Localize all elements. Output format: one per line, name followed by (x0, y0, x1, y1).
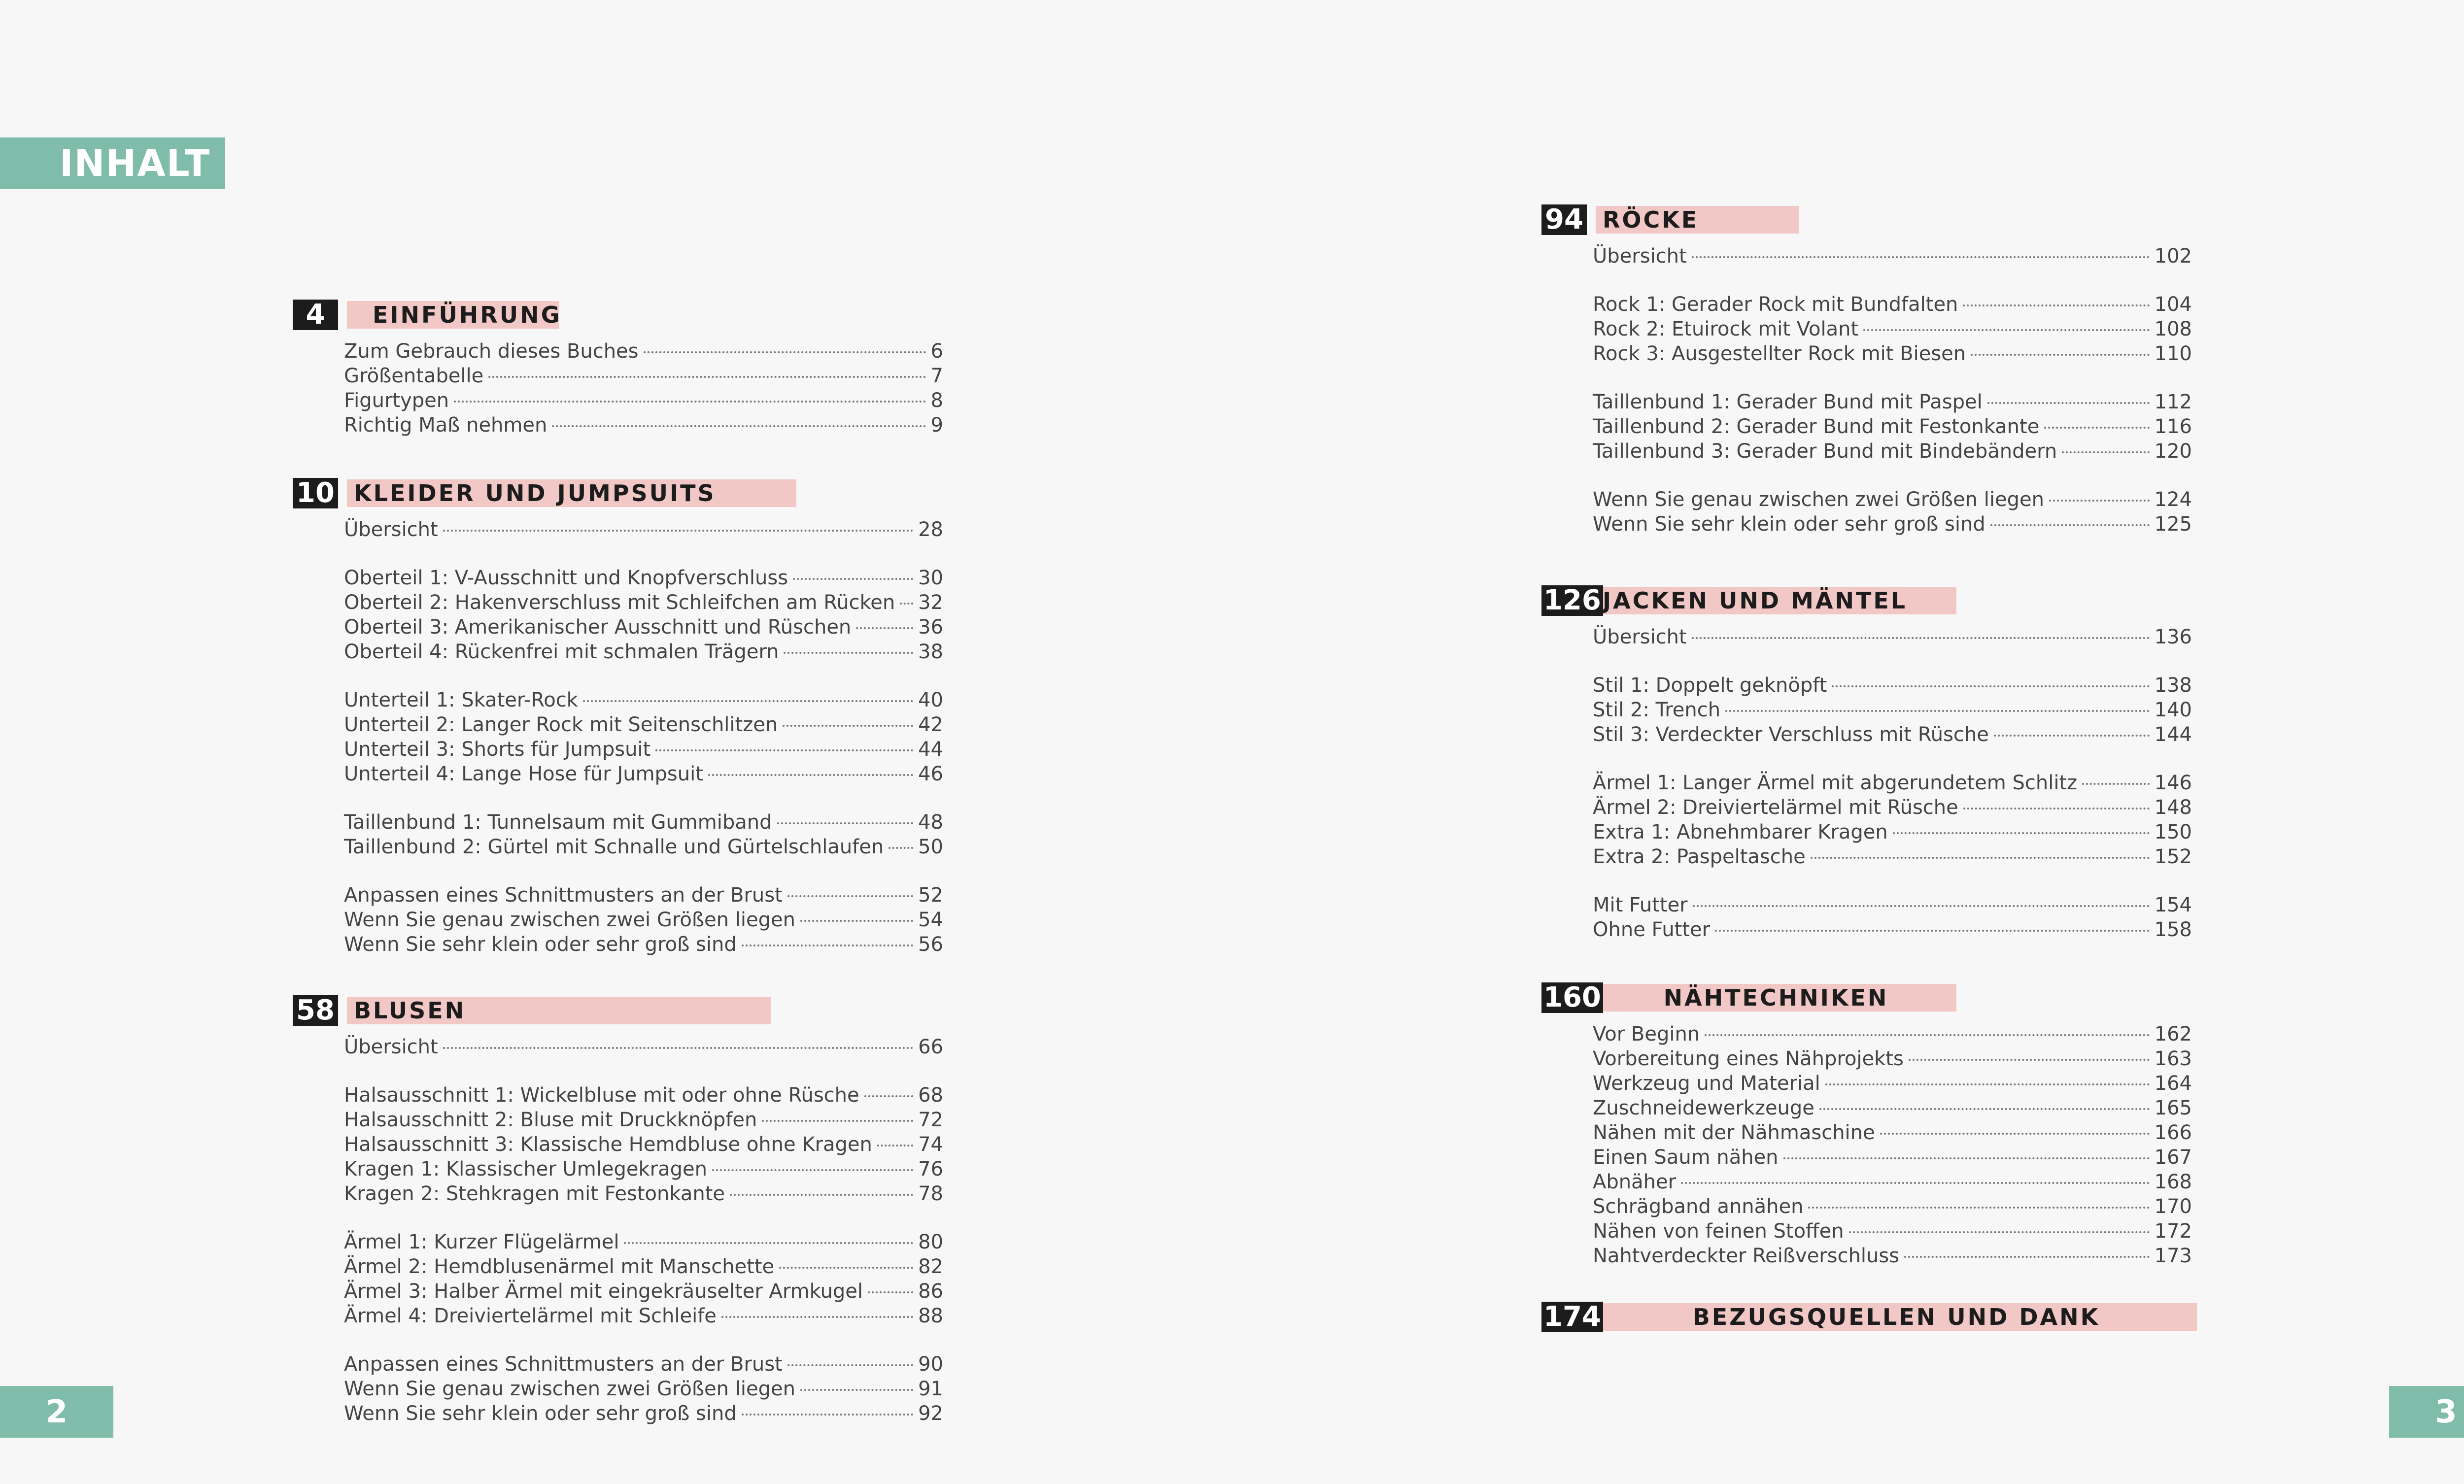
toc-entry[interactable] (344, 1401, 943, 1426)
dot-leader (712, 1169, 913, 1171)
entry-label: Taillenbund 1: Gerader Bund mit Paspel (1593, 391, 1983, 413)
section-page-number: 160 (1541, 982, 1603, 1013)
section-header (293, 995, 943, 1026)
entry-group (1541, 244, 2192, 269)
entry-page-number: 78 (918, 1182, 943, 1205)
dot-leader (1904, 1256, 2150, 1258)
entry-label: Figurtypen (344, 389, 449, 412)
entry-label: Zuschneidewerkzeuge (1593, 1097, 1814, 1119)
section-page-number: 10 (293, 478, 338, 508)
toc-entry[interactable] (1593, 1170, 2192, 1194)
toc-section (1541, 1302, 2197, 1332)
entry-label: Rock 2: Etuirock mit Volant (1593, 318, 1859, 340)
page-number-left: 2 (0, 1386, 113, 1438)
entry-label: Extra 2: Paspeltasche (1593, 845, 1806, 868)
entry-label: Oberteil 1: V-Ausschnitt und Knopfverschluss (344, 567, 788, 589)
entry-page-number: 150 (2154, 821, 2192, 843)
dot-leader (777, 822, 914, 824)
toc-entry[interactable] (344, 1304, 943, 1328)
entry-page-number: 108 (2154, 318, 2192, 340)
entry-page-number: 110 (2154, 342, 2192, 365)
toc-entry[interactable] (1593, 414, 2192, 439)
entry-page-number: 68 (918, 1084, 943, 1107)
entry-label: Anpassen eines Schnittmusters an der Brust (344, 884, 783, 907)
entry-label: Ärmel 4: Dreiviertelärmel mit Schleife (344, 1305, 717, 1327)
toc-entry[interactable] (1593, 487, 2192, 512)
entry-label: Rock 3: Ausgestellter Rock mit Biesen (1593, 342, 1966, 365)
toc-entry[interactable] (1593, 820, 2192, 844)
toc-entry[interactable] (1593, 844, 2192, 869)
entry-label: Ärmel 2: Dreiviertelärmel mit Rüsche (1593, 796, 1958, 819)
entry-label: Oberteil 2: Hakenverschluss mit Schleifchen am Rücken (344, 591, 895, 614)
entry-page-number: 86 (918, 1280, 943, 1303)
entry-group (293, 1230, 943, 1328)
toc-entry[interactable] (1593, 1120, 2192, 1145)
toc-entry[interactable] (1593, 917, 2192, 942)
entry-page-number: 167 (2154, 1146, 2192, 1169)
entry-group (293, 1352, 943, 1426)
entry-group (1541, 487, 2192, 537)
dot-leader (583, 700, 913, 702)
toc-entry[interactable] (344, 1377, 943, 1401)
entry-label: Ärmel 1: Kurzer Flügelärmel (344, 1231, 619, 1253)
entry-group (293, 1035, 943, 1059)
toc-entry[interactable] (1593, 317, 2192, 341)
dot-leader (488, 376, 925, 378)
section-header (1541, 585, 2192, 616)
entry-group (293, 810, 943, 859)
section-title: KLEIDER UND JUMPSUITS (354, 480, 716, 506)
toc-entry[interactable] (344, 1352, 943, 1377)
toc-entry[interactable] (344, 1083, 943, 1108)
dot-leader (1832, 685, 2149, 687)
dot-leader (1963, 808, 2150, 809)
toc-entry[interactable] (1593, 698, 2192, 722)
dot-leader (742, 1414, 913, 1416)
toc-entry[interactable] (1593, 1145, 2192, 1170)
entry-label: Größentabelle (344, 365, 484, 387)
toc-entry[interactable] (1593, 1219, 2192, 1244)
entry-page-number: 36 (918, 616, 943, 639)
entry-page-number: 138 (2154, 674, 2192, 697)
entry-label: Richtig Maß nehmen (344, 414, 548, 437)
toc-entry[interactable] (1593, 673, 2192, 698)
section-header (1541, 982, 2192, 1013)
entry-label: Schrägband annähen (1593, 1195, 1804, 1218)
entry-page-number: 42 (918, 713, 943, 736)
toc-entry[interactable] (1593, 625, 2192, 649)
toc-entry[interactable] (344, 1254, 943, 1279)
toc-entry[interactable] (344, 517, 943, 542)
entry-page-number: 116 (2154, 415, 2192, 438)
entry-label: Halsausschnitt 1: Wickelbluse mit oder ohne Rüsche (344, 1084, 859, 1107)
toc-section (1541, 585, 2192, 942)
dot-leader (1715, 930, 2150, 932)
dot-leader (800, 920, 913, 922)
toc-entry[interactable] (1593, 512, 2192, 537)
entry-label: Anpassen eines Schnittmusters an der Brust (344, 1353, 783, 1376)
entry-label: Ärmel 2: Hemdblusenärmel mit Manschette (344, 1255, 775, 1278)
entry-page-number: 166 (2154, 1121, 2192, 1144)
entry-group (1541, 390, 2192, 464)
dot-leader (1849, 1231, 2150, 1233)
toc-entry[interactable] (1593, 1096, 2192, 1120)
dot-leader (721, 1316, 913, 1318)
entry-label: Halsausschnitt 3: Klassische Hemdbluse ohne Kragen (344, 1133, 872, 1156)
entry-label: Stil 3: Verdeckter Verschluss mit Rüsche (1593, 723, 1989, 746)
dot-leader (454, 401, 925, 403)
dot-leader (1692, 637, 2150, 639)
entry-page-number: 164 (2154, 1072, 2192, 1095)
entry-page-number: 38 (918, 641, 943, 663)
entry-page-number: 112 (2154, 391, 2192, 413)
toc-title-text: INHALT (60, 142, 211, 185)
entry-page-number: 28 (918, 518, 943, 541)
dot-leader (1811, 857, 2150, 859)
dot-leader (1863, 329, 2149, 331)
dot-leader (779, 1267, 913, 1269)
entry-page-number: 48 (918, 811, 943, 834)
dot-leader (877, 1145, 913, 1147)
entry-page-number: 163 (2154, 1047, 2192, 1070)
toc-entry[interactable] (1593, 439, 2192, 464)
toc-section (293, 300, 943, 438)
toc-entry[interactable] (1593, 390, 2192, 414)
dot-leader (1909, 1059, 2150, 1061)
dot-leader (708, 774, 913, 776)
dot-leader (1880, 1133, 2150, 1135)
entry-label: Ohne Futter (1593, 918, 1711, 941)
toc-entry[interactable] (344, 413, 943, 438)
dot-leader (1693, 905, 2150, 907)
dot-leader (2082, 783, 2150, 785)
toc-section (1541, 982, 2192, 1268)
entry-page-number: 146 (2154, 772, 2192, 794)
section-title: NÄHTECHNIKEN (1663, 984, 1889, 1011)
dot-leader (787, 1364, 913, 1366)
entry-label: Übersicht (1593, 245, 1687, 268)
entry-page-number: 173 (2154, 1245, 2192, 1267)
entry-page-number: 170 (2154, 1195, 2192, 1218)
entry-label: Halsausschnitt 2: Bluse mit Druckknöpfen (344, 1109, 757, 1131)
section-header (293, 478, 943, 508)
entry-page-number: 46 (918, 763, 943, 785)
dot-leader (644, 351, 926, 353)
entry-page-number: 82 (918, 1255, 943, 1278)
entry-page-number: 144 (2154, 723, 2192, 746)
section-header (1541, 204, 2192, 235)
dot-leader (864, 1095, 913, 1097)
entry-label: Nahtverdeckter Reißverschluss (1593, 1245, 1900, 1267)
dot-leader (1681, 1182, 2150, 1184)
section-header (293, 300, 943, 330)
entry-page-number: 76 (918, 1158, 943, 1180)
entry-label: Nähen von feinen Stoffen (1593, 1220, 1844, 1243)
entry-page-number: 168 (2154, 1171, 2192, 1193)
entry-page-number: 165 (2154, 1097, 2192, 1119)
section-page-number: 94 (1541, 204, 1587, 235)
entry-label: Unterteil 1: Skater-Rock (344, 689, 578, 711)
section-page-number: 174 (1541, 1302, 1603, 1332)
dot-leader (784, 652, 913, 654)
toc-entry[interactable] (1593, 1046, 2192, 1071)
toc-entry[interactable] (344, 388, 943, 413)
toc-entry[interactable] (1593, 1194, 2192, 1219)
entry-label: Taillenbund 2: Gerader Bund mit Festonkante (1593, 415, 2040, 438)
toc-entry[interactable] (344, 1035, 943, 1059)
entry-page-number: 140 (2154, 699, 2192, 721)
toc-entry[interactable] (344, 810, 943, 835)
entry-group (1541, 673, 2192, 747)
toc-entry[interactable] (344, 908, 943, 932)
section-title: BEZUGSQUELLEN UND DANK (1692, 1304, 2100, 1330)
entry-group (1541, 893, 2192, 942)
dot-leader (1825, 1083, 2150, 1085)
dot-leader (1725, 710, 2150, 712)
entry-label: Wenn Sie genau zwischen zwei Größen liegen (344, 1378, 795, 1400)
dot-leader (2062, 451, 2149, 453)
entry-group (293, 883, 943, 957)
entry-label: Werkzeug und Material (1593, 1072, 1820, 1095)
toc-entry[interactable] (1593, 771, 2192, 795)
dot-leader (868, 1291, 913, 1293)
entry-label: Wenn Sie sehr klein oder sehr groß sind (1593, 513, 1985, 536)
dot-leader (1705, 1034, 2149, 1036)
entry-group (293, 688, 943, 786)
dot-leader (1819, 1108, 2150, 1110)
dot-leader (762, 1120, 913, 1122)
entry-label: Kragen 1: Klassischer Umlegekragen (344, 1158, 707, 1180)
entry-label: Stil 1: Doppelt geknöpft (1593, 674, 1827, 697)
dot-leader (730, 1194, 913, 1196)
toc-entry[interactable] (344, 1157, 943, 1181)
entry-label: Unterteil 2: Langer Rock mit Seitenschlitzen (344, 713, 778, 736)
entry-label: Wenn Sie sehr klein oder sehr groß sind (344, 933, 737, 956)
dot-leader (793, 578, 913, 580)
toc-entry[interactable] (344, 339, 943, 364)
entry-page-number: 148 (2154, 796, 2192, 819)
entry-label: Extra 1: Abnehmbarer Kragen (1593, 821, 1888, 843)
entry-group (293, 339, 943, 438)
entry-group (1541, 1022, 2192, 1268)
toc-entry[interactable] (344, 1132, 943, 1157)
dot-leader (1987, 402, 2150, 404)
entry-page-number: 66 (918, 1036, 943, 1058)
entry-page-number: 44 (918, 738, 943, 761)
toc-entry[interactable] (344, 590, 943, 615)
dot-leader (655, 749, 913, 751)
entry-label: Zum Gebrauch dieses Buches (344, 340, 639, 363)
entry-page-number: 162 (2154, 1023, 2192, 1046)
toc-entry[interactable] (344, 883, 943, 908)
entry-label: Vor Beginn (1593, 1023, 1700, 1046)
entry-group (293, 517, 943, 542)
toc-entry[interactable] (344, 364, 943, 388)
entry-page-number: 154 (2154, 894, 2192, 916)
toc-entry[interactable] (1593, 893, 2192, 917)
section-title: RÖCKE (1603, 206, 1699, 233)
entry-page-number: 30 (918, 567, 943, 589)
toc-entry[interactable] (344, 615, 943, 640)
toc-entry[interactable] (344, 712, 943, 737)
toc-entry[interactable] (344, 835, 943, 859)
dot-leader (552, 425, 925, 427)
toc-entry[interactable] (1593, 1071, 2192, 1096)
toc-entry[interactable] (344, 932, 943, 957)
dot-leader (1971, 354, 2150, 356)
entry-label: Ärmel 3: Halber Ärmel mit eingekräuselter Armkugel (344, 1280, 863, 1303)
dot-leader (1808, 1207, 2149, 1209)
entry-page-number: 92 (918, 1402, 943, 1425)
entry-label: Kragen 2: Stehkragen mit Festonkante (344, 1182, 725, 1205)
entry-page-number: 74 (918, 1133, 943, 1156)
entry-page-number: 91 (918, 1378, 943, 1400)
entry-label: Stil 2: Trench (1593, 699, 1721, 721)
entry-page-number: 54 (918, 909, 943, 931)
entry-page-number: 172 (2154, 1220, 2192, 1243)
section-header (1541, 1302, 2197, 1332)
entry-label: Einen Saum nähen (1593, 1146, 1779, 1169)
toc-entry[interactable] (1593, 722, 2192, 747)
dot-leader (1994, 735, 2150, 737)
entry-label: Unterteil 4: Lange Hose für Jumpsuit (344, 763, 703, 785)
entry-page-number: 124 (2154, 488, 2192, 511)
entry-label: Übersicht (344, 518, 438, 541)
entry-label: Vorbereitung eines Nähprojekts (1593, 1047, 1904, 1070)
entry-page-number: 7 (930, 365, 943, 387)
entry-group (1541, 625, 2192, 649)
dot-leader (443, 530, 913, 532)
entry-page-number: 50 (918, 836, 943, 858)
section-title: JACKEN UND MÄNTEL (1603, 587, 1908, 614)
entry-page-number: 88 (918, 1305, 943, 1327)
entry-label: Taillenbund 1: Tunnelsaum mit Gummiband (344, 811, 772, 834)
dot-leader (889, 847, 913, 849)
toc-title (0, 137, 225, 189)
entry-page-number: 120 (2154, 440, 2192, 463)
entry-group (293, 1083, 943, 1206)
dot-leader (2049, 500, 2150, 502)
dot-leader (783, 725, 913, 727)
dot-leader (742, 944, 913, 946)
toc-entry[interactable] (344, 566, 943, 590)
entry-label: Übersicht (1593, 626, 1687, 648)
dot-leader (1692, 256, 2150, 258)
toc-entry[interactable] (344, 1181, 943, 1206)
toc-entry[interactable] (344, 1108, 943, 1132)
page-number-right: 3 (2389, 1386, 2464, 1438)
entry-page-number: 158 (2154, 918, 2192, 941)
dot-leader (624, 1242, 913, 1244)
entry-label: Rock 1: Gerader Rock mit Bundfalten (1593, 293, 1958, 316)
toc-entry[interactable] (1593, 292, 2192, 317)
entry-label: Unterteil 3: Shorts für Jumpsuit (344, 738, 651, 761)
entry-page-number: 40 (918, 689, 943, 711)
dot-leader (1990, 524, 2150, 526)
toc-entry[interactable] (1593, 1022, 2192, 1046)
entry-page-number: 80 (918, 1231, 943, 1253)
toc-entry[interactable] (1593, 1244, 2192, 1268)
toc-entry[interactable] (1593, 341, 2192, 366)
toc-entry[interactable] (344, 1279, 943, 1304)
toc-section (1541, 204, 2192, 537)
entry-label: Taillenbund 3: Gerader Bund mit Bindebändern (1593, 440, 2057, 463)
entry-page-number: 136 (2154, 626, 2192, 648)
dot-leader (856, 627, 913, 629)
entry-label: Wenn Sie genau zwischen zwei Größen liegen (344, 909, 795, 931)
dot-leader (1963, 304, 2149, 306)
dot-leader (787, 895, 913, 897)
entry-page-number: 6 (930, 340, 943, 363)
entry-label: Abnäher (1593, 1171, 1677, 1193)
entry-page-number: 8 (930, 389, 943, 412)
entry-group (1541, 771, 2192, 869)
entry-page-number: 152 (2154, 845, 2192, 868)
entry-group (293, 566, 943, 664)
toc-entry[interactable] (344, 737, 943, 762)
toc-entry[interactable] (1593, 795, 2192, 820)
section-title: EINFÜHRUNG (373, 302, 562, 328)
entry-label: Wenn Sie genau zwischen zwei Größen liegen (1593, 488, 2044, 511)
toc-entry[interactable] (344, 1230, 943, 1254)
entry-label: Oberteil 4: Rückenfrei mit schmalen Trägern (344, 641, 779, 663)
entry-group (1541, 292, 2192, 366)
toc-section (293, 995, 943, 1426)
entry-page-number: 125 (2154, 513, 2192, 536)
entry-page-number: 102 (2154, 245, 2192, 268)
section-page-number: 58 (293, 995, 338, 1026)
entry-page-number: 104 (2154, 293, 2192, 316)
toc-entry[interactable] (344, 640, 943, 664)
entry-label: Nähen mit der Nähmaschine (1593, 1121, 1875, 1144)
entry-label: Oberteil 3: Amerikanischer Ausschnitt und Rüschen (344, 616, 852, 639)
entry-label: Taillenbund 2: Gürtel mit Schnalle und Gürtelschlaufen (344, 836, 884, 858)
entry-page-number: 52 (918, 884, 943, 907)
entry-label: Übersicht (344, 1036, 438, 1058)
entry-label: Wenn Sie sehr klein oder sehr groß sind (344, 1402, 737, 1425)
dot-leader (1893, 832, 2150, 834)
toc-entry[interactable] (1593, 244, 2192, 269)
entry-page-number: 90 (918, 1353, 943, 1376)
dot-leader (2044, 427, 2149, 429)
entry-page-number: 72 (918, 1109, 943, 1131)
dot-leader (900, 603, 913, 605)
entry-page-number: 56 (918, 933, 943, 956)
entry-page-number: 32 (918, 591, 943, 614)
toc-section (293, 478, 943, 957)
dot-leader (800, 1389, 913, 1391)
section-title: BLUSEN (354, 997, 466, 1024)
dot-leader (443, 1047, 913, 1049)
toc-entry[interactable] (344, 688, 943, 712)
toc-entry[interactable] (344, 762, 943, 786)
section-page-number: 126 (1541, 585, 1603, 616)
dot-leader (1783, 1157, 2150, 1159)
entry-page-number: 9 (930, 414, 943, 437)
section-page-number: 4 (293, 300, 338, 330)
entry-label: Mit Futter (1593, 894, 1688, 916)
entry-label: Ärmel 1: Langer Ärmel mit abgerundetem Schlitz (1593, 772, 2078, 794)
